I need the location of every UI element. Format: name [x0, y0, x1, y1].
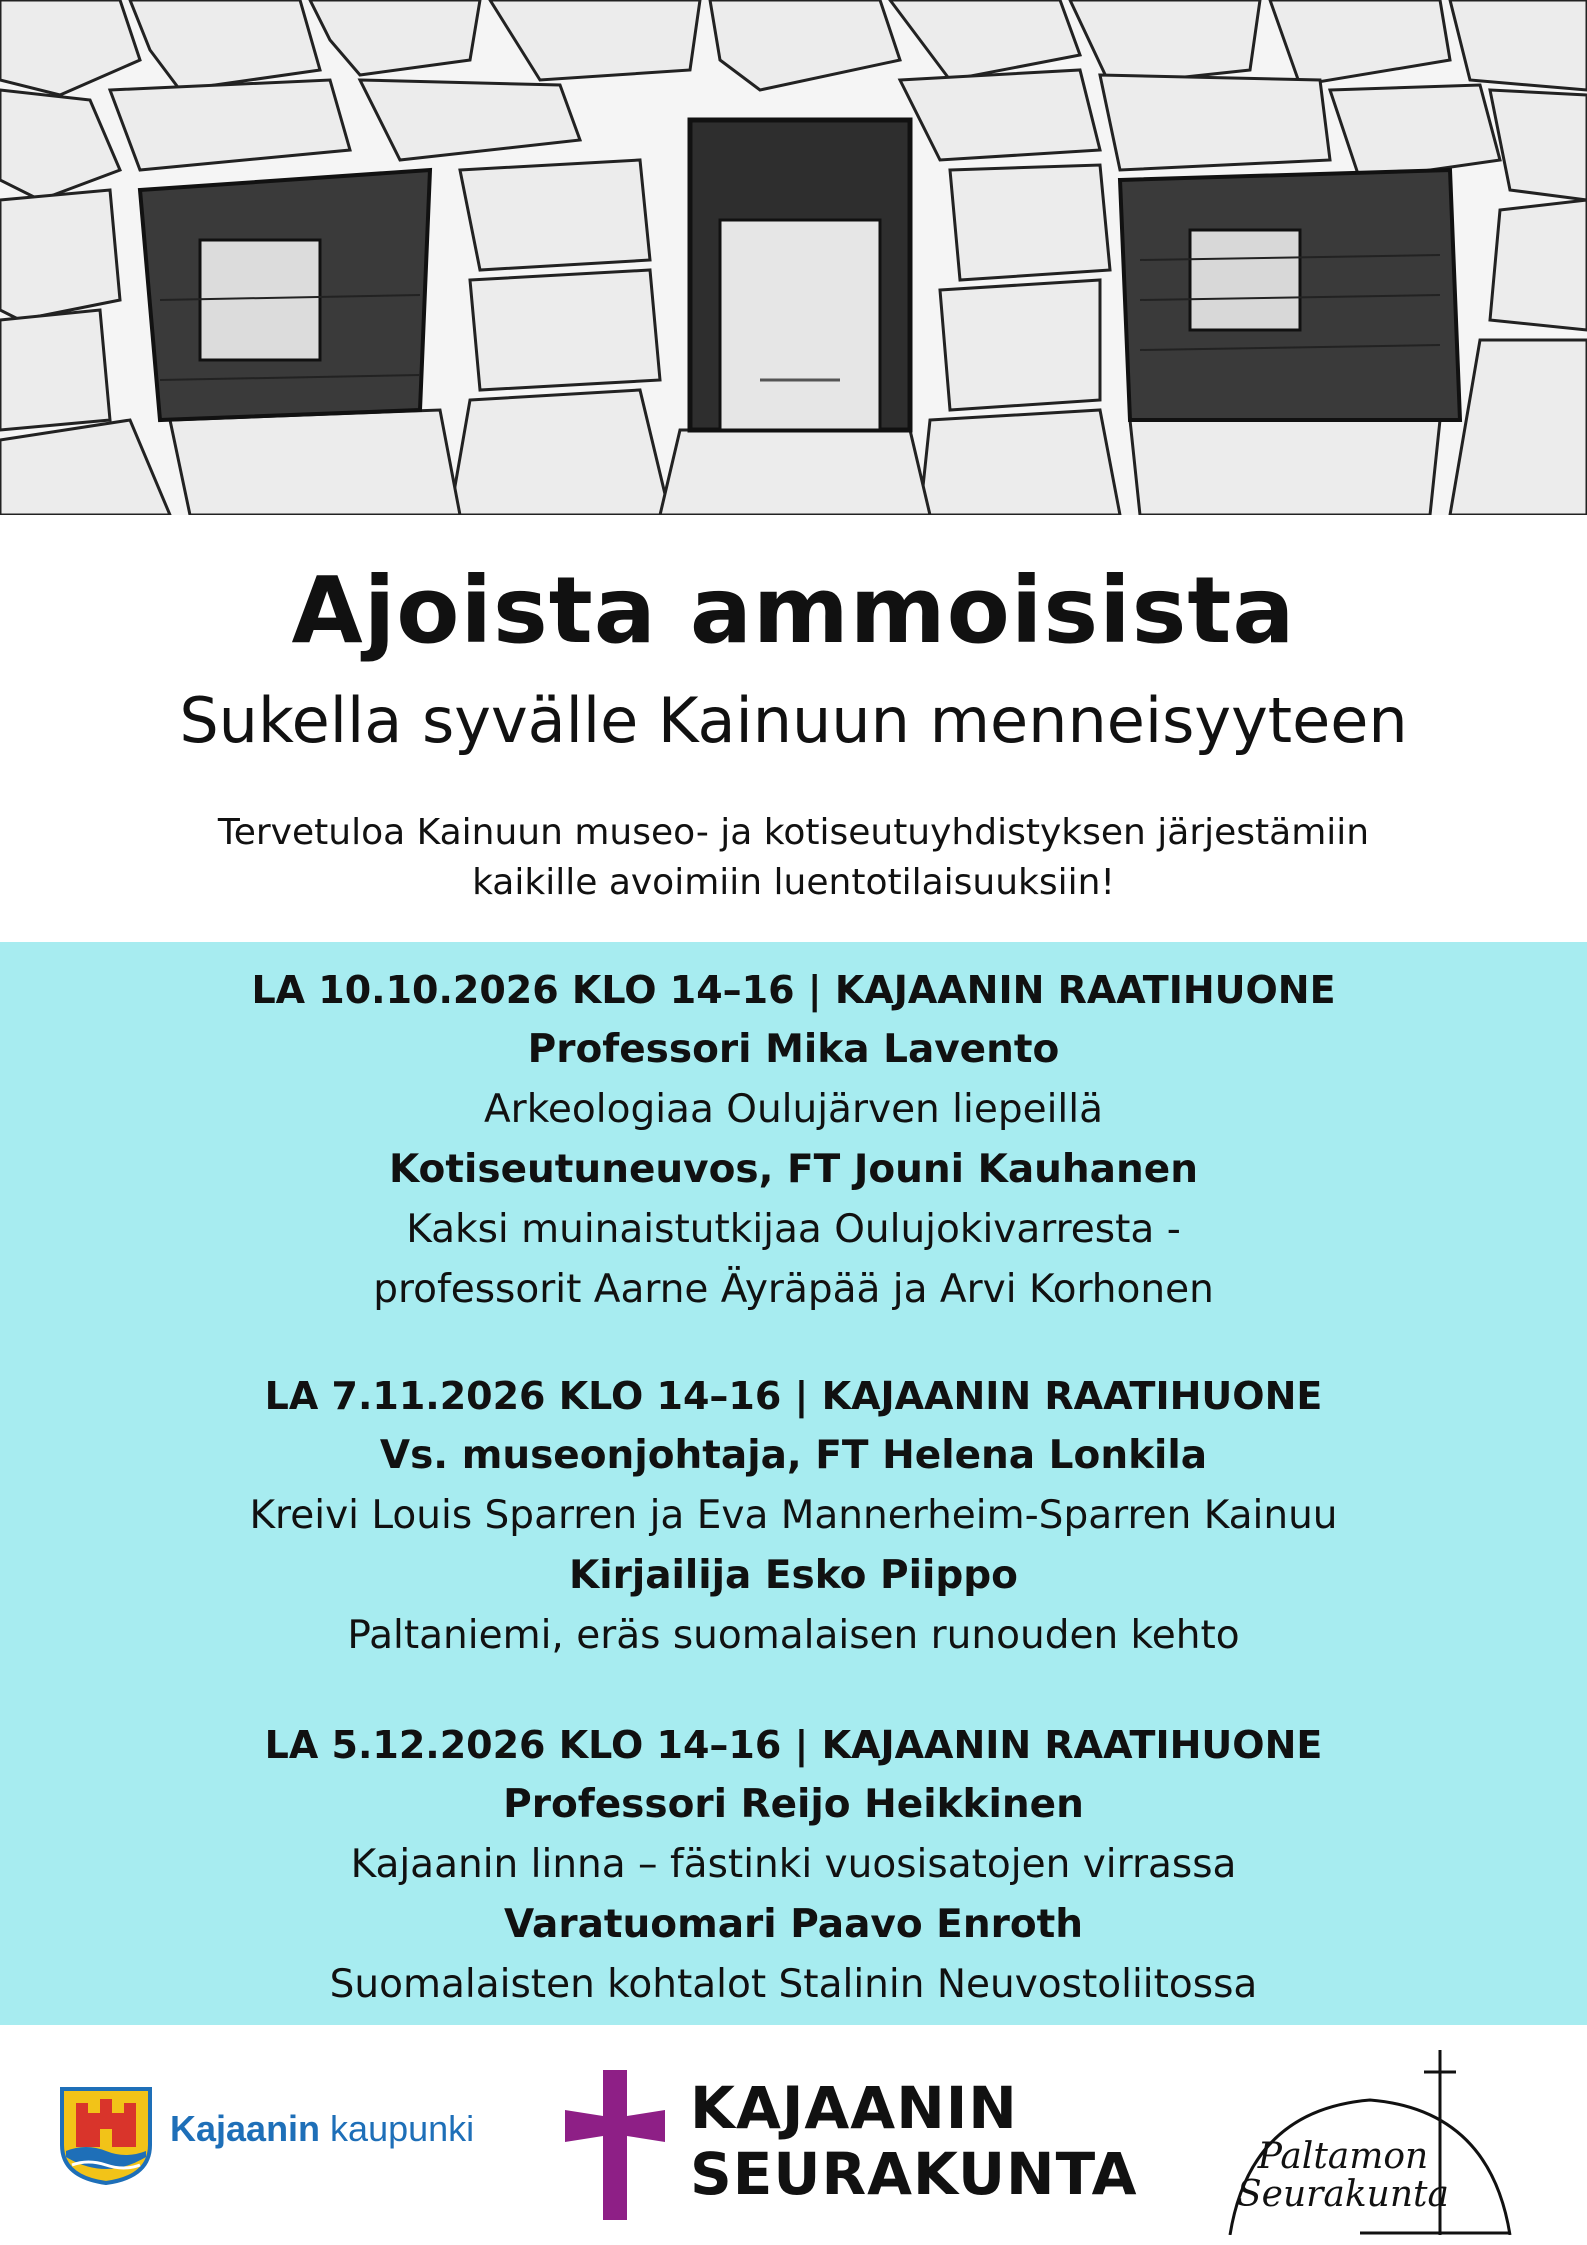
lecture-topic: Paltaniemi, eräs suomalaisen runouden kehto — [347, 1613, 1240, 1658]
lecture-schedule — [0, 942, 1587, 2025]
intro-line: Tervetuloa Kainuun museo- ja kotiseutuyhdistyksen järjestämiin — [217, 812, 1370, 853]
session-1 — [0, 960, 1587, 1320]
speaker-name: Professori Mika Lavento — [527, 1027, 1060, 1072]
intro-line: kaikille avoimiin luentotilaisuuksiin! — [472, 862, 1115, 903]
session-heading: LA 5.12.2026 KLO 14–16 | KAJAANIN RAATIHUONE — [264, 1723, 1323, 1767]
stone-passage-illustration — [0, 0, 1587, 515]
speaker-name: Professori Reijo Heikkinen — [503, 1782, 1084, 1827]
paltamo-parish-logo-text — [1228, 2138, 1458, 2214]
poster-title: Ajoista ammoisista — [291, 557, 1296, 664]
session-2 — [0, 1366, 1587, 1666]
purple-cross-icon — [565, 2070, 665, 2224]
hero-illustration — [0, 0, 1587, 515]
speaker-name: Kotiseutuneuvos, FT Jouni Kauhanen — [389, 1147, 1198, 1192]
kajaani-parish-logo-text — [690, 2075, 1138, 2207]
lecture-topic: Suomalaisten kohtalot Stalinin Neuvostoliitossa — [329, 1962, 1258, 2007]
lecture-topic: Arkeologiaa Oulujärven liepeillä — [484, 1087, 1103, 1132]
session-heading: LA 10.10.2026 KLO 14–16 | KAJAANIN RAATIHUONE — [251, 968, 1336, 1012]
intro-text — [0, 808, 1587, 908]
lecture-topic: professorit Aarne Äyräpää ja Arvi Korhonen — [373, 1267, 1214, 1312]
speaker-name: Varatuomari Paavo Enroth — [503, 1902, 1084, 1947]
session-heading: LA 7.11.2026 KLO 14–16 | KAJAANIN RAATIHUONE — [264, 1374, 1323, 1418]
logo-line: Paltamon — [1257, 2136, 1429, 2177]
lecture-topic: Kaksi muinaistutkijaa Oulujokivarresta - — [406, 1207, 1181, 1252]
poster-subtitle: Sukella syvälle Kainuun menneisyyteen — [179, 684, 1408, 757]
session-3 — [0, 1715, 1587, 2015]
lecture-topic: Kajaanin linna – fästinki vuosisatojen virrassa — [350, 1842, 1237, 1887]
logo-line: SEURAKUNTA — [690, 2140, 1138, 2208]
speaker-name: Vs. museonjohtaja, FT Helena Lonkila — [379, 1433, 1208, 1478]
kajaani-city-logo-text — [170, 2108, 474, 2150]
kajaani-coat-of-arms-icon — [58, 2085, 154, 2189]
logo-text-regular: kaupunki — [320, 2108, 475, 2149]
logo-line: KAJAANIN — [690, 2074, 1018, 2142]
lecture-topic: Kreivi Louis Sparren ja Eva Mannerheim-Sparren Kainuu — [249, 1493, 1338, 1538]
logo-line: Seurakunta — [1237, 2174, 1449, 2215]
speaker-name: Kirjailija Esko Piippo — [569, 1553, 1018, 1598]
logo-text-bold: Kajaanin — [170, 2108, 321, 2149]
